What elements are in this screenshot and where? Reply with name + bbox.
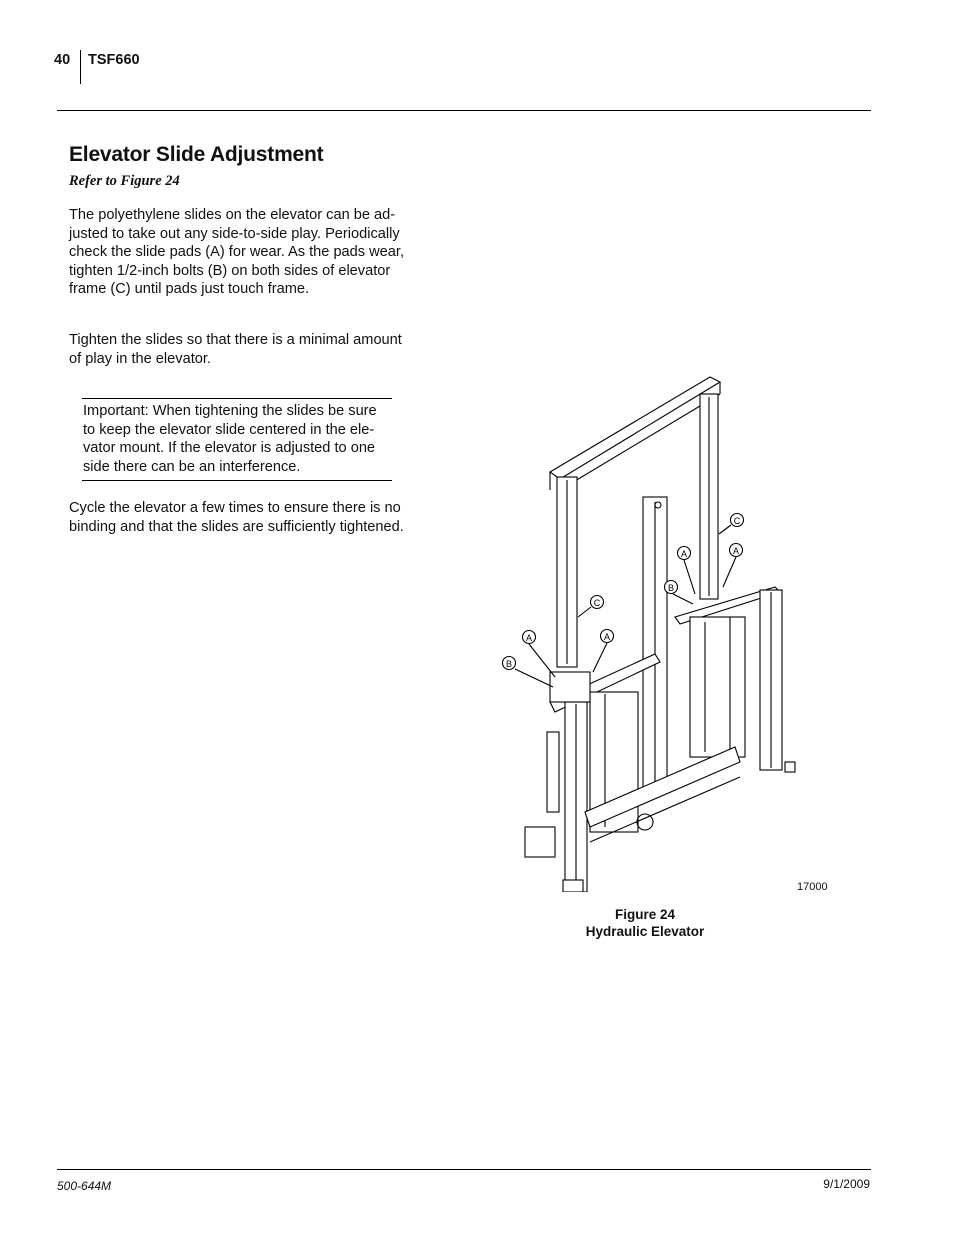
callout-b-left: [503, 657, 554, 688]
callout-label: A: [603, 632, 611, 642]
model-name: TSF660: [88, 52, 140, 68]
hydraulic-elevator-illustration: [495, 372, 805, 892]
drawing-id: 17000: [797, 881, 828, 893]
figure-caption: Hydraulic Elevator: [585, 924, 705, 939]
figure-reference: Refer to Figure 24: [69, 173, 180, 189]
callout-label: C: [593, 598, 601, 608]
callout-label: A: [525, 633, 533, 643]
figure-number: Figure 24: [614, 907, 676, 922]
callout-label: A: [732, 546, 740, 556]
callout-a-left-1: [523, 631, 556, 678]
footer-date: 9/1/2009: [823, 1177, 870, 1191]
callout-label: B: [667, 583, 675, 593]
body-paragraph: The polyethylene slides on the elevator can be ad- justed to take out any side-to-side play. Periodically check the slide pads (A) for wear. As the pads wear, tighten 1/2-inch bolts (B) on both sides of elevator frame (C) until pads just touch frame.: [69, 207, 405, 298]
footer-rule: [57, 1169, 871, 1170]
callout-label: A: [680, 549, 688, 559]
header-rule: [57, 110, 871, 111]
body-paragraph: Tighten the slides so that there is a minimal amount of play in the elevator.: [69, 332, 402, 367]
callout-c-left: [578, 596, 604, 618]
callout-label: B: [505, 659, 513, 669]
important-note: Important: When tightening the slides be sure to keep the elevator slide centered in the ele- vator mount. If the elevator is adjusted to one side there can be an interference.: [82, 398, 392, 481]
callout-c-right: [719, 514, 744, 535]
section-title: Elevator Slide Adjustment: [69, 143, 324, 166]
callout-a-right-1: [678, 547, 696, 595]
callout-a-left-2: [593, 630, 614, 673]
callout-a-right-2: [723, 544, 743, 588]
body-paragraph: Cycle the elevator a few times to ensure there is no binding and that the slides are sufficiently tightened.: [69, 500, 404, 535]
document-number: 500-644M: [57, 1179, 112, 1193]
header-separator: [80, 50, 81, 84]
callout-b-right: [665, 581, 694, 605]
callout-label: C: [733, 516, 741, 526]
page-number: 40: [54, 52, 71, 68]
